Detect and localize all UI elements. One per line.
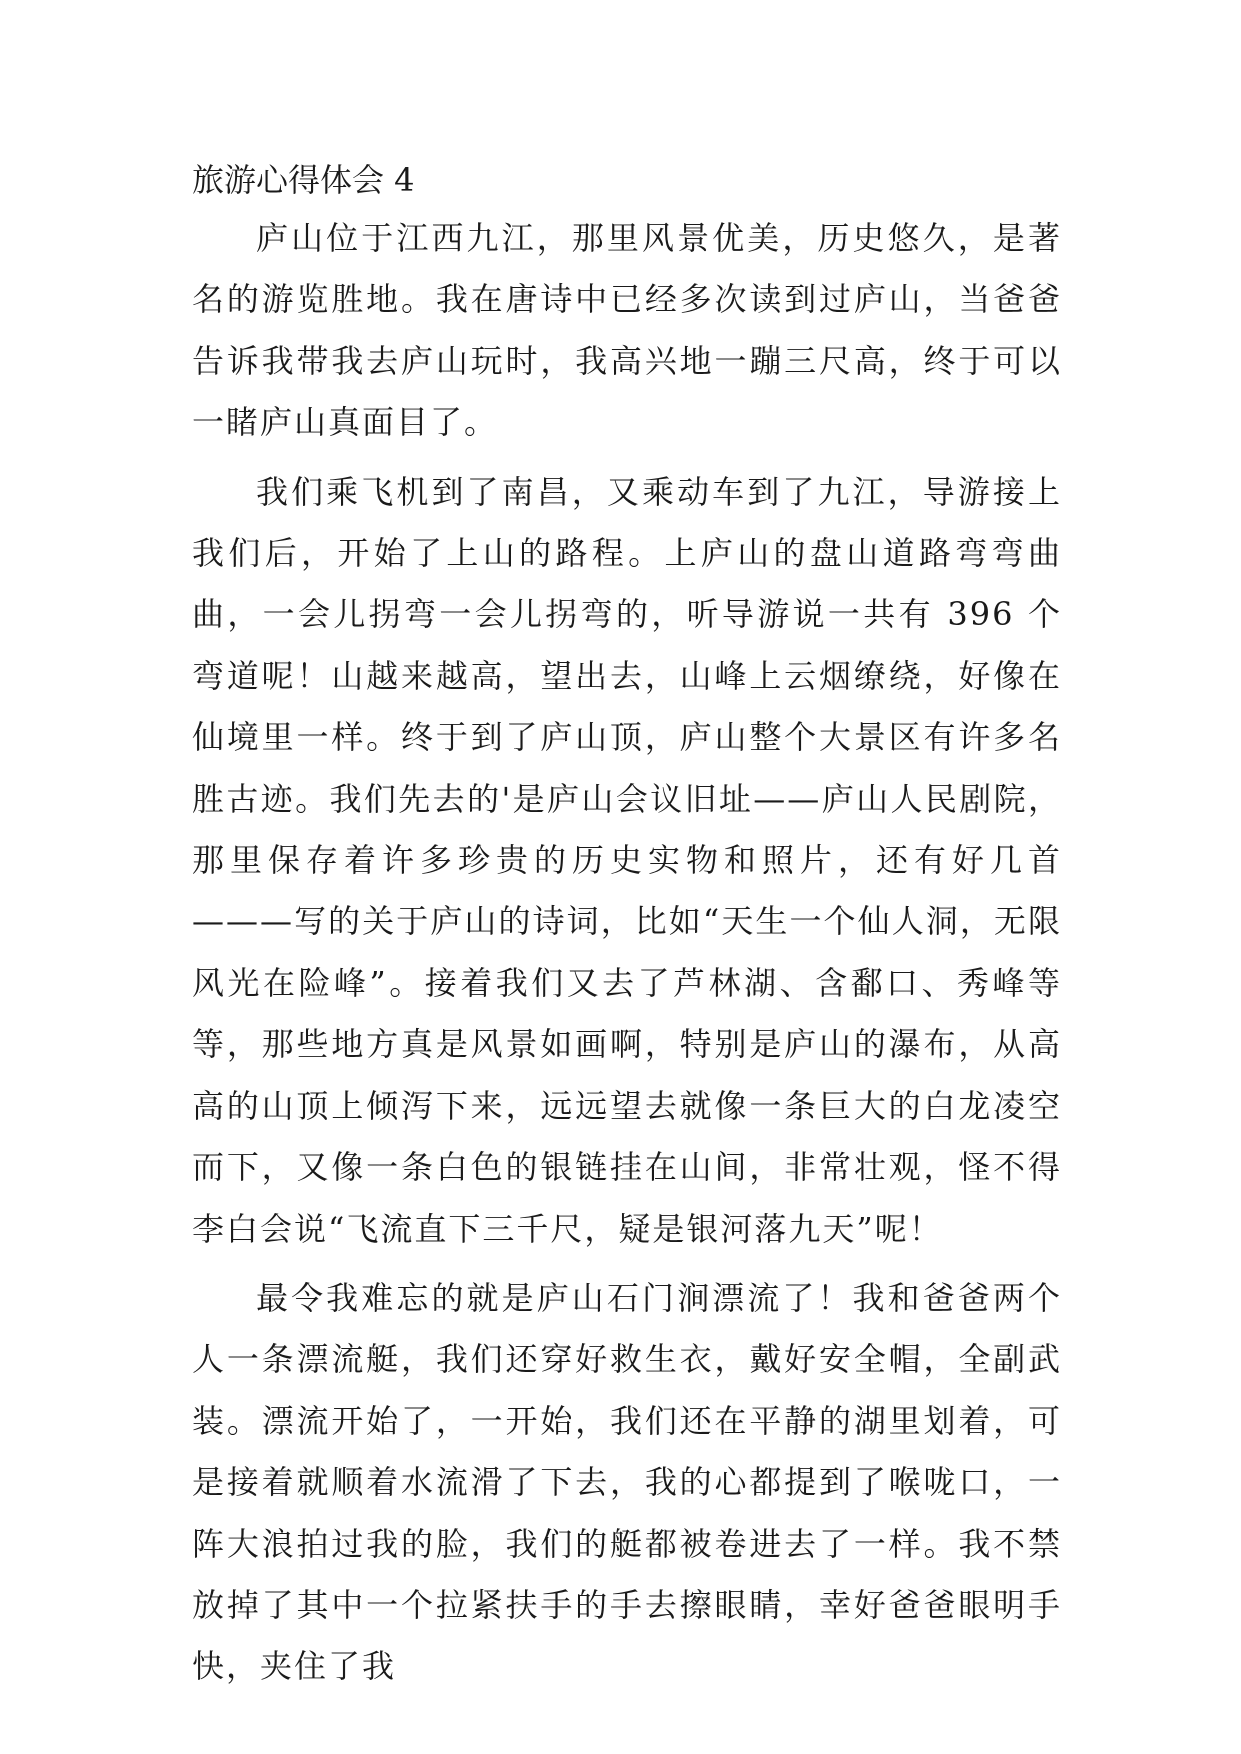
paragraph-2: 我们乘飞机到了南昌，又乘动车到了九江，导游接上我们后，开始了上山的路程。上庐山的盘山道路弯弯曲曲，一会儿拐弯一会儿拐弯的，听导游说一共有 396 个弯道呢！山越来越高，望出去，山峰上云烟缭绕，好像在仙境里一样。终于到了庐山顶，庐山整个大景区有许多名胜古迹。我们先去的'是庐山会议旧址——庐山人民剧院，那里保存着许多珍贵的历史实物和照片，还有好几首———写的关于庐山的诗词，比如“天生一个仙人洞，无限风光在险峰”。接着我们又去了芦林湖、含鄱口、秀峰等等，那些地方真是风景如画啊，特别是庐山的瀑布，从高高的山顶上倾泻下来，远远望去就像一条巨大的白龙凌空而下，又像一条白色的银链挂在山间，非常壮观，怪不得李白会说“飞流直下三千尺，疑是银河落九天”呢！	[192, 472, 1062, 1248]
paragraph-3: 最令我难忘的就是庐山石门涧漂流了！我和爸爸两个人一条漂流艇，我们还穿好救生衣，戴好安全帽，全副武装。漂流开始了，一开始，我们还在平静的湖里划着，可是接着就顺着水流滑了下去，我的心都提到了喉咙口，一阵大浪拍过我的脸，我们的艇都被卷进去了一样。我不禁放掉了其中一个拉紧扶手的手去擦眼睛，幸好爸爸眼明手快，夹住了我	[192, 1278, 1062, 1686]
document-title: 旅游心得体会 4	[192, 161, 415, 199]
document-body	[192, 160, 1062, 1706]
paragraph-1: 庐山位于江西九江，那里风景优美，历史悠久，是著名的游览胜地。我在唐诗中已经多次读到过庐山，当爸爸告诉我带我去庐山玩时，我高兴地一蹦三尺高，终于可以一睹庐山真面目了。	[192, 219, 1062, 442]
